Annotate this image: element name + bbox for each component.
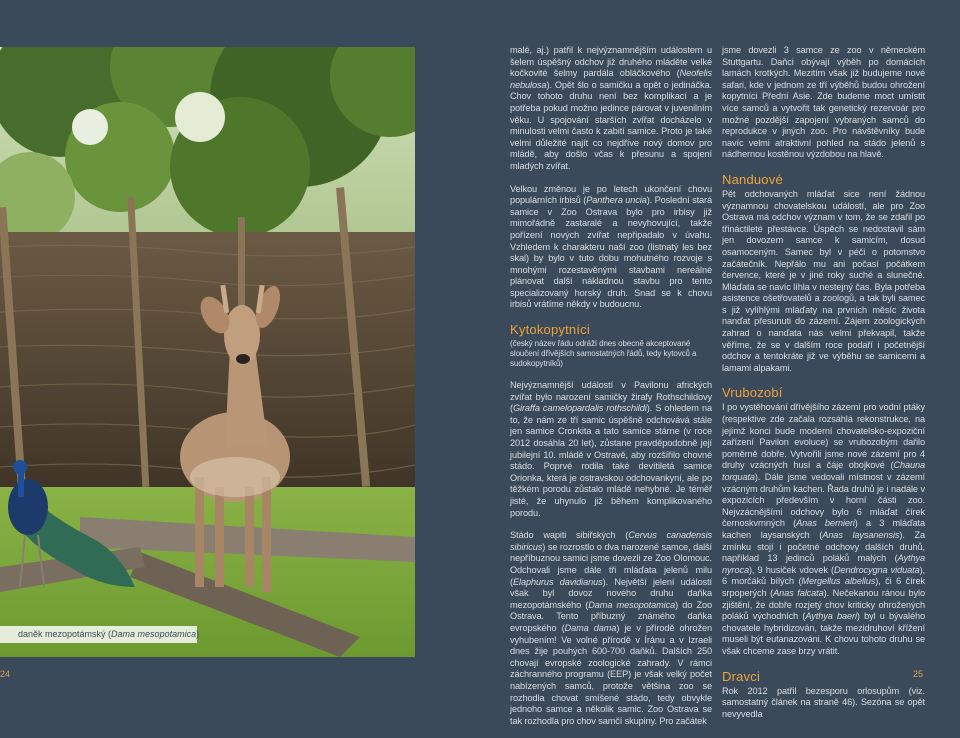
- deer-photo-illustration: [0, 47, 415, 657]
- paragraph-nanduove: Pět odchovaných mláďat sice není žádnou významnou chovatelskou událostí, ale pro Zoo Ostrava má odchov význam v tom, že se zdařil po třináctileté přestávce. Úspěch se nedostavil sám jen dovozem samce k samicím, dosud osamoceným. Samec byl v péči o potomstvo začátečník. Nepřálo mu ani počasí počátkem července, které je v jiné roky suché a slunečné. Mláďata se navíc líhla v nestejný čas. Byla potřeba asistence ošetřovatelů a zoologů, a tak byli samec s již vylíhlými mláďaty na prvních měsíc života nanďat přesunuti do zázemí. Zájem zoologických zahrad o nanďata nás velmi překvapil, takže věříme, že se v dalším roce podaří i početnější odchov a tentokráte již ve výběhu se samicemi a lamami alpakami.: [722, 188, 925, 373]
- paragraph-jeleni: Stádo wapiti sibiřských (Cervus canadensis sibiricus) se rozrostlo o dva narozené samce, další nepříbuznou samici jsme dovezli ze Zoo Olomouc. Odchovali jsme dále tři mláďata jelenů milu (Elaphurus davidianus). Největší jelení událostí však byl dovoz nového druhu daňka mezopotámského (Dama mesopotamica) do Zoo Ostrava. Tento příbuzný známého daňka evropského (Dama dama) je v přírodě ohrožen vyhubením! Ve volné přírodě v Íránu a v Izraeli dnes žije pouhých 600-700 daňků. Dalších 250 chovají evropské zoologické zahrady. V rámci záchranného programu (EEP) je však velký počet nabízených samců, protože většina zoo se rozhodla chovat smíšené stádo, tedy obvykle jednoho samce a několik samic. Zoo Ostrava se tak rozhodla pro chov samčí skupiny. Pro začátek: [510, 530, 713, 726]
- heading-note: (český název řádu odráží dnes obecně akceptované sloučení dřívějších samostatných řádů, tedy kytovců a sudokopytníků): [510, 339, 697, 369]
- heading-dravci: Dravci: [722, 668, 761, 684]
- text-column-2: [722, 45, 925, 731]
- paragraph-irbis: Velkou změnou je po letech ukončení chovu populárních irbisů (Panthera uncia). Poslední stará samice v Zoo Ostrava bylo pro irbisy již mimořádně zastaralé a nevyhovující, takže pořízení nových zvířat nepřipadalo v úvahu. Vzhledem k charakteru naší zoo (listnatý les bez skal) by bylo v tuto dobu mohutného rozvoje s mnohými rozestavěnými stavbami nereálné plánovat další nákladnou stavbu pro tento specializovaný horský druh. Snad se k chovu irbisů vrátíme někdy v budoucnu.: [510, 183, 712, 310]
- text-column-1: [510, 45, 712, 738]
- paragraph-pardal: malé, aj.) patřil k nejvýznamnějším událostem u šelem úspěšný odchov již druhého mláděte velké kočkovité šelmy pardála obláčkového (Neofelis nebulosa). Opět šlo o samičku a opět o jedináčka. Chov tohoto druhu není bez komplikací a je potřeba pokud možno jedince párovat v juvenilním věku. U spojování starších zvířat docházelo v minulosti velmi často k zabití samice. Proto je také velmi důležité najít co nejdříve nový domov pro mládě, aby došlo včas k přesunu a spojení mladých zvířat.: [510, 45, 712, 171]
- deer-photo: [0, 47, 415, 657]
- page-number-right: 25: [913, 669, 924, 679]
- paragraph-vrubozobi: I po vystěhování dřívějšího zázemí pro vodní ptáky (respektive zde začala rozsáhlá rekonstrukce, na jejímž konci bude moderní chovatelsko-expoziční zařízení Pavilon evoluce) se vrubozobým dařilo poměrně dobře. Vytvořili jsme nové zázemí pro 4 druhy vzácných husí a čáje obojkové (Chauna torquata). Dále jsme vedovali místnost v zázemí vzácným druhům kachen. Řada druhů je i nadále v expozicích především v horní části zoo. Nejvzácnějšími odchovy bylo 6 mláďat čírek černoskvrnných (Anas bernieri) a 3 mláďata kachen laysanských (Anas laysanensis). Za zmínku stojí i početné odchovy dalších druhů, například 13 jedinců poláků malých (Aythya nyroca), 9 husiček vdovek (Dendrocygna viduata), 6 morčáků bílých (Mergellus albellus), či 6 čírek srpoperých (Anas falcata). Nečekanou ránou bylo zjištění, že dobře rozjetý chov kriticky ohrožených poláků východních (Aythya baeri) byl u bývalého chovatele hybridizován, takže mezidruhoví křížení museli být eutanazováni. K chovu tohoto druhu se však chceme zase brzy vrátit.: [722, 402, 926, 656]
- paragraph-zirafa: Nejvýznamnější událostí v Pavilonu afrických zvířat bylo narození samičky žirafy Rothschildovy (Giraffa camelopardalis rothschildi). S ohledem na to, že nám ze tří samic úspěšně odchovává stále jen samice Cronkita a tato samice stárne (v roce 2012 dosáhla 20 let), zůstane pravděpodobně její jubilejní 10. mládě v Ostravě, aby rozšířilo chovné stádo. Poprvé rodila také devítiletá samice Orionka, která je ostravskou odchovankyní, ale po těžkém porodu zůstalo mládě nehybné. Je téměř jisté, že uhynulo již během komplikovaného porodu.: [510, 380, 712, 518]
- page-number-left: 24: [0, 669, 11, 679]
- heading-vrubozobi: Vrubozobí: [722, 385, 783, 401]
- photo-caption: daněk mezopotámský (Dama mesopotamica): [0, 626, 197, 643]
- heading-nanduove: Nanduové: [722, 171, 783, 187]
- paragraph-dravci: Rok 2012 patřil bezesporu orlosupům (viz. samostatný článek na straně 46). Sezóna se opět nevyvedla: [722, 685, 925, 719]
- heading-kytokopytnici: Kytokopytníci: [510, 322, 590, 338]
- paragraph-danci: jsme dovezli 3 samce ze zoo v německém Stuttgartu. Daňci obývají výběh po domácích lamách krotkých. Mezitím však již budujeme nové safari, kde v jednom ze tří výběhů budou ohrožení kopytníci Přední Asie. Zde budeme moct umístit více samců a vytvořit tak genetický rezervoár pro možné pozdější zapojení vybraných samců do reprodukce v jiných zoo. Pro návštěvníky bude navíc velmi atraktivní pohled na stádo jelenů s nádhernou kostěnou výzdobou na hlavě.: [722, 45, 925, 160]
